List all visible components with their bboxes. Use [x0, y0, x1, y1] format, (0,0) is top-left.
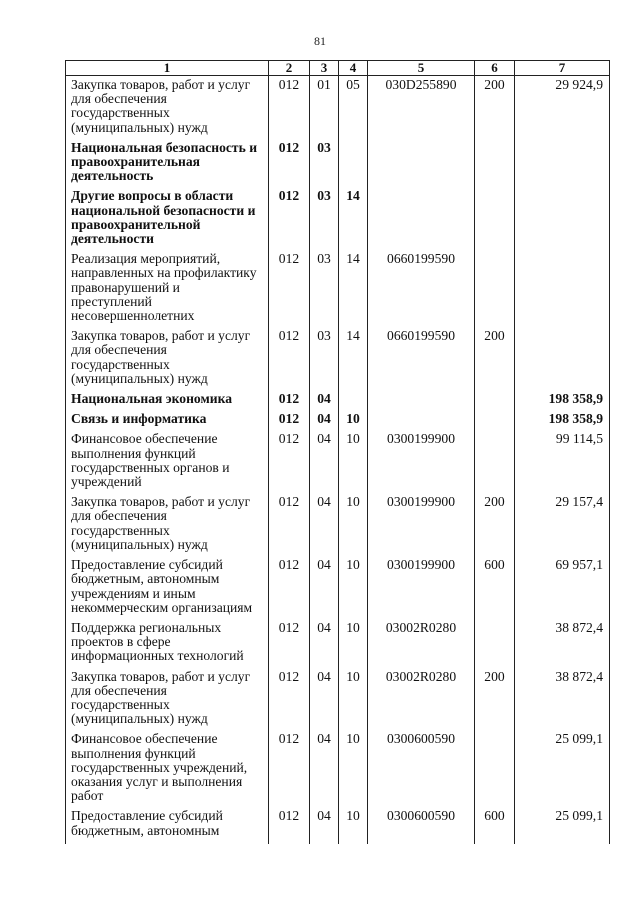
row-subsection-cell: 10 — [339, 809, 368, 843]
table-row — [66, 412, 610, 432]
row-section-cell: 03 — [310, 329, 339, 392]
row-expense-type-cell: 600 — [475, 809, 515, 843]
row-code-cell: 012 — [269, 76, 310, 141]
row-expense-type-cell: 200 — [475, 495, 515, 558]
row-name-cell: Национальная безопасность и правоохранительная деятельность — [66, 141, 269, 190]
row-code-cell: 012 — [269, 670, 310, 733]
row-subsection-cell: 10 — [339, 432, 368, 495]
row-section-cell: 01 — [310, 76, 339, 141]
column-header: 6 — [475, 61, 515, 76]
row-expense-type-cell: 200 — [475, 329, 515, 392]
row-amount-cell: 25 099,1 — [515, 809, 610, 843]
row-section-cell: 04 — [310, 809, 339, 843]
row-section-cell: 03 — [310, 189, 339, 252]
row-target-article-cell: 0300600590 — [368, 809, 475, 843]
row-name-cell: Финансовое обеспечение выполнения функций государственных учреждений, оказания услуг и выполнения работ — [66, 732, 269, 809]
row-expense-type-cell — [475, 412, 515, 432]
row-code-cell: 012 — [269, 141, 310, 190]
row-amount-cell: 99 114,5 — [515, 432, 610, 495]
row-section-cell: 04 — [310, 432, 339, 495]
row-section-cell: 04 — [310, 412, 339, 432]
page-number: 81 — [314, 34, 326, 48]
row-subsection-cell: 10 — [339, 495, 368, 558]
row-amount-cell: 38 872,4 — [515, 670, 610, 733]
row-name-cell: Закупка товаров, работ и услуг для обеспечения государственных (муниципальных) нужд — [66, 495, 269, 558]
row-amount-cell: 25 099,1 — [515, 732, 610, 809]
table-row — [66, 621, 610, 670]
table-row — [66, 141, 610, 190]
row-code-cell: 012 — [269, 329, 310, 392]
table-body — [66, 76, 610, 844]
row-amount-cell — [515, 141, 610, 190]
row-amount-cell — [515, 189, 610, 252]
row-expense-type-cell: 200 — [475, 670, 515, 733]
row-target-article-cell: 0660199590 — [368, 329, 475, 392]
row-section-cell: 04 — [310, 621, 339, 670]
table-row — [66, 809, 610, 843]
column-header: 2 — [269, 61, 310, 76]
row-subsection-cell: 14 — [339, 329, 368, 392]
row-subsection-cell: 10 — [339, 412, 368, 432]
row-target-article-cell: 0300199900 — [368, 558, 475, 621]
row-name-cell: Финансовое обеспечение выполнения функций государственных органов и учреждений — [66, 432, 269, 495]
row-amount-cell: 69 957,1 — [515, 558, 610, 621]
row-subsection-cell: 10 — [339, 670, 368, 733]
row-section-cell: 04 — [310, 670, 339, 733]
table-row — [66, 732, 610, 809]
row-subsection-cell: 14 — [339, 252, 368, 329]
row-target-article-cell: 03002R0280 — [368, 621, 475, 670]
table-row — [66, 432, 610, 495]
column-header: 5 — [368, 61, 475, 76]
table-header-row — [66, 61, 610, 76]
table-row — [66, 329, 610, 392]
row-target-article-cell: 030D255890 — [368, 76, 475, 141]
row-name-cell: Закупка товаров, работ и услуг для обеспечения государственных (муниципальных) нужд — [66, 329, 269, 392]
row-name-cell: Национальная экономика — [66, 392, 269, 412]
row-name-cell: Реализация мероприятий, направленных на профилактику правонарушений и преступлений несовершеннолетних — [66, 252, 269, 329]
row-code-cell: 012 — [269, 621, 310, 670]
row-section-cell: 04 — [310, 392, 339, 412]
row-target-article-cell — [368, 189, 475, 252]
row-amount-cell: 29 924,9 — [515, 76, 610, 141]
row-name-cell: Другие вопросы в области национальной безопасности и правоохранительной деятельности — [66, 189, 269, 252]
column-header: 1 — [66, 61, 269, 76]
row-section-cell: 03 — [310, 252, 339, 329]
row-section-cell: 04 — [310, 732, 339, 809]
row-expense-type-cell — [475, 621, 515, 670]
row-amount-cell: 29 157,4 — [515, 495, 610, 558]
row-section-cell: 04 — [310, 558, 339, 621]
row-expense-type-cell: 200 — [475, 76, 515, 141]
table-row — [66, 495, 610, 558]
row-amount-cell: 198 358,9 — [515, 392, 610, 412]
row-code-cell: 012 — [269, 432, 310, 495]
column-header: 7 — [515, 61, 610, 76]
budget-table — [65, 60, 610, 844]
row-name-cell: Предоставление субсидий бюджетным, автономным — [66, 809, 269, 843]
row-target-article-cell — [368, 141, 475, 190]
row-section-cell: 03 — [310, 141, 339, 190]
row-code-cell: 012 — [269, 495, 310, 558]
row-name-cell: Поддержка региональных проектов в сфере информационных технологий — [66, 621, 269, 670]
row-code-cell: 012 — [269, 732, 310, 809]
row-subsection-cell — [339, 141, 368, 190]
row-section-cell: 04 — [310, 495, 339, 558]
row-subsection-cell — [339, 392, 368, 412]
row-expense-type-cell — [475, 432, 515, 495]
row-expense-type-cell — [475, 392, 515, 412]
row-expense-type-cell — [475, 189, 515, 252]
table-row — [66, 189, 610, 252]
row-amount-cell: 38 872,4 — [515, 621, 610, 670]
row-code-cell: 012 — [269, 412, 310, 432]
row-target-article-cell — [368, 392, 475, 412]
row-code-cell: 012 — [269, 252, 310, 329]
row-target-article-cell: 03002R0280 — [368, 670, 475, 733]
row-subsection-cell: 14 — [339, 189, 368, 252]
row-code-cell: 012 — [269, 392, 310, 412]
table-row — [66, 252, 610, 329]
row-expense-type-cell — [475, 141, 515, 190]
row-name-cell: Связь и информатика — [66, 412, 269, 432]
row-name-cell: Закупка товаров, работ и услуг для обеспечения государственных (муниципальных) нужд — [66, 670, 269, 733]
table-row — [66, 392, 610, 412]
row-expense-type-cell: 600 — [475, 558, 515, 621]
column-header: 3 — [310, 61, 339, 76]
row-code-cell: 012 — [269, 809, 310, 843]
row-expense-type-cell — [475, 252, 515, 329]
row-name-cell: Предоставление субсидий бюджетным, автономным учреждениям и иным некоммерческим организациям — [66, 558, 269, 621]
table-row — [66, 76, 610, 141]
row-expense-type-cell — [475, 732, 515, 809]
row-amount-cell — [515, 329, 610, 392]
row-target-article-cell: 0660199590 — [368, 252, 475, 329]
row-amount-cell — [515, 252, 610, 329]
row-subsection-cell: 10 — [339, 732, 368, 809]
row-amount-cell: 198 358,9 — [515, 412, 610, 432]
row-target-article-cell — [368, 412, 475, 432]
row-target-article-cell: 0300199900 — [368, 495, 475, 558]
row-target-article-cell: 0300600590 — [368, 732, 475, 809]
table-row — [66, 670, 610, 733]
row-code-cell: 012 — [269, 558, 310, 621]
row-target-article-cell: 0300199900 — [368, 432, 475, 495]
row-subsection-cell: 10 — [339, 621, 368, 670]
row-code-cell: 012 — [269, 189, 310, 252]
column-header: 4 — [339, 61, 368, 76]
table-row — [66, 558, 610, 621]
row-name-cell: Закупка товаров, работ и услуг для обеспечения государственных (муниципальных) нужд — [66, 76, 269, 141]
row-subsection-cell: 10 — [339, 558, 368, 621]
row-subsection-cell: 05 — [339, 76, 368, 141]
